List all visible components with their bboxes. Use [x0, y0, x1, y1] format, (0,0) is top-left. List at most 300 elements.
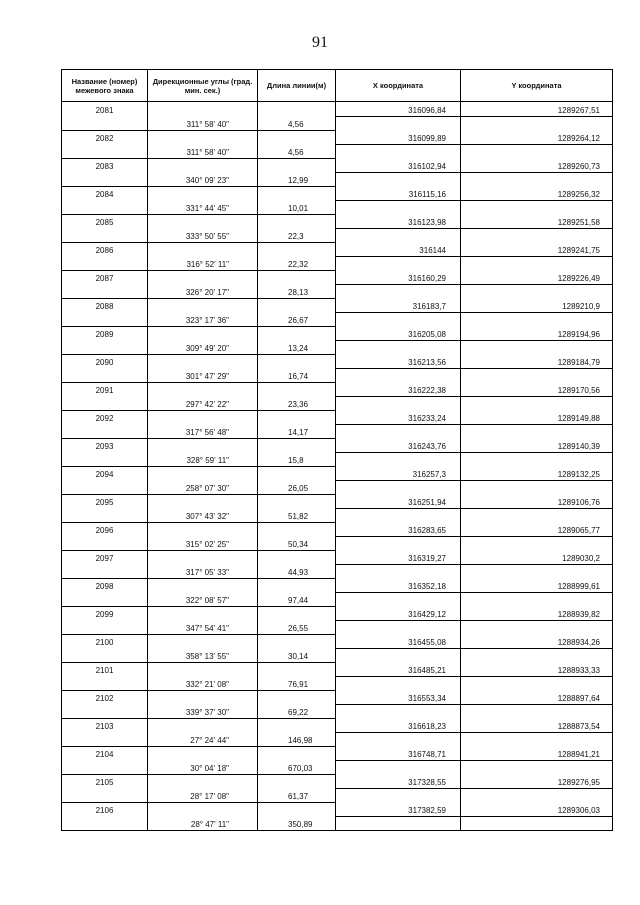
- y-coordinate: 1288897,64: [461, 690, 613, 704]
- point-name: 2100: [62, 634, 148, 648]
- point-name: 2104: [62, 746, 148, 760]
- segment-row: [62, 284, 613, 298]
- segment-row: [62, 480, 613, 494]
- point-row: [62, 102, 613, 117]
- empty-cell: [461, 256, 613, 270]
- x-coordinate: 316213,56: [336, 354, 461, 368]
- empty-cell: [148, 270, 258, 284]
- empty-cell: [62, 508, 148, 522]
- empty-cell: [148, 466, 258, 480]
- y-coordinate: 1289106,76: [461, 494, 613, 508]
- point-row: [62, 606, 613, 620]
- point-name: 2097: [62, 550, 148, 564]
- line-length: 97,44: [258, 592, 336, 606]
- bearing-angle: 322° 08' 57": [148, 592, 258, 606]
- line-length: 28,13: [258, 284, 336, 298]
- point-name: 2091: [62, 382, 148, 396]
- segment-row: [62, 816, 613, 831]
- x-coordinate: 316485,21: [336, 662, 461, 676]
- empty-cell: [258, 466, 336, 480]
- empty-cell: [258, 578, 336, 592]
- empty-cell: [461, 312, 613, 326]
- empty-cell: [258, 690, 336, 704]
- point-row: [62, 662, 613, 676]
- empty-cell: [62, 564, 148, 578]
- empty-cell: [336, 228, 461, 242]
- line-length: 350,89: [258, 816, 336, 831]
- point-row: [62, 718, 613, 732]
- point-row: [62, 186, 613, 200]
- segment-row: [62, 396, 613, 410]
- line-length: 13,24: [258, 340, 336, 354]
- segment-row: [62, 592, 613, 606]
- segment-row: [62, 676, 613, 690]
- segment-row: [62, 200, 613, 214]
- empty-cell: [336, 256, 461, 270]
- empty-cell: [258, 270, 336, 284]
- x-coordinate: 316429,12: [336, 606, 461, 620]
- bearing-angle: 340° 09' 23": [148, 172, 258, 186]
- empty-cell: [62, 312, 148, 326]
- point-name: 2102: [62, 690, 148, 704]
- empty-cell: [461, 620, 613, 634]
- empty-cell: [148, 606, 258, 620]
- line-length: 4,56: [258, 116, 336, 130]
- line-length: 26,05: [258, 480, 336, 494]
- point-name: 2103: [62, 718, 148, 732]
- empty-cell: [148, 522, 258, 536]
- empty-cell: [461, 368, 613, 382]
- empty-cell: [258, 802, 336, 816]
- y-coordinate: 1289267,51: [461, 102, 613, 117]
- empty-cell: [62, 116, 148, 130]
- boundary-points-table: [61, 69, 613, 831]
- empty-cell: [62, 256, 148, 270]
- point-row: [62, 550, 613, 564]
- bearing-angle: 317° 56' 48": [148, 424, 258, 438]
- x-coordinate: 316123,98: [336, 214, 461, 228]
- point-row: [62, 634, 613, 648]
- empty-cell: [148, 410, 258, 424]
- empty-cell: [461, 396, 613, 410]
- header-y-coordinate: Y координата: [461, 70, 613, 102]
- line-length: 44,93: [258, 564, 336, 578]
- bearing-angle: 28° 47' 11": [148, 816, 258, 831]
- line-length: 16,74: [258, 368, 336, 382]
- point-name: 2090: [62, 354, 148, 368]
- empty-cell: [461, 424, 613, 438]
- point-name: 2087: [62, 270, 148, 284]
- empty-cell: [336, 788, 461, 802]
- empty-cell: [148, 158, 258, 172]
- empty-cell: [62, 704, 148, 718]
- point-name: 2089: [62, 326, 148, 340]
- empty-cell: [148, 550, 258, 564]
- empty-cell: [258, 214, 336, 228]
- empty-cell: [258, 438, 336, 452]
- segment-row: [62, 508, 613, 522]
- point-row: [62, 774, 613, 788]
- x-coordinate: 316183,7: [336, 298, 461, 312]
- y-coordinate: 1289264,12: [461, 130, 613, 144]
- empty-cell: [461, 816, 613, 831]
- empty-cell: [336, 760, 461, 774]
- empty-cell: [62, 228, 148, 242]
- point-name: 2082: [62, 130, 148, 144]
- empty-cell: [258, 382, 336, 396]
- empty-cell: [258, 326, 336, 340]
- line-length: 23,36: [258, 396, 336, 410]
- empty-cell: [336, 424, 461, 438]
- x-coordinate: 316099,89: [336, 130, 461, 144]
- line-length: 22,32: [258, 256, 336, 270]
- empty-cell: [336, 172, 461, 186]
- empty-cell: [148, 102, 258, 117]
- segment-row: [62, 732, 613, 746]
- segment-row: [62, 144, 613, 158]
- empty-cell: [461, 340, 613, 354]
- header-x-coordinate: X координата: [336, 70, 461, 102]
- empty-cell: [148, 354, 258, 368]
- y-coordinate: 1288933,33: [461, 662, 613, 676]
- segment-row: [62, 620, 613, 634]
- empty-cell: [62, 816, 148, 831]
- y-coordinate: 1289251,58: [461, 214, 613, 228]
- empty-cell: [336, 340, 461, 354]
- y-coordinate: 1288939,82: [461, 606, 613, 620]
- line-length: 26,67: [258, 312, 336, 326]
- point-row: [62, 354, 613, 368]
- point-name: 2105: [62, 774, 148, 788]
- segment-row: [62, 340, 613, 354]
- point-name: 2098: [62, 578, 148, 592]
- empty-cell: [336, 536, 461, 550]
- empty-cell: [148, 214, 258, 228]
- x-coordinate: 316319,27: [336, 550, 461, 564]
- line-length: 15,8: [258, 452, 336, 466]
- line-length: 61,37: [258, 788, 336, 802]
- bearing-angle: 331° 44' 45": [148, 200, 258, 214]
- x-coordinate: 317328,55: [336, 774, 461, 788]
- empty-cell: [461, 480, 613, 494]
- y-coordinate: 1289241,75: [461, 242, 613, 256]
- empty-cell: [62, 760, 148, 774]
- empty-cell: [148, 326, 258, 340]
- x-coordinate: 316205,08: [336, 326, 461, 340]
- y-coordinate: 1288873,54: [461, 718, 613, 732]
- empty-cell: [148, 802, 258, 816]
- empty-cell: [258, 774, 336, 788]
- empty-cell: [62, 788, 148, 802]
- x-coordinate: 316115,16: [336, 186, 461, 200]
- empty-cell: [461, 704, 613, 718]
- empty-cell: [336, 284, 461, 298]
- segment-row: [62, 564, 613, 578]
- point-name: 2106: [62, 802, 148, 816]
- point-name: 2094: [62, 466, 148, 480]
- point-name: 2088: [62, 298, 148, 312]
- y-coordinate: 1289140,39: [461, 438, 613, 452]
- empty-cell: [336, 116, 461, 130]
- line-length: 22,3: [258, 228, 336, 242]
- line-length: 670,03: [258, 760, 336, 774]
- bearing-angle: 28° 17' 08": [148, 788, 258, 802]
- segment-row: [62, 648, 613, 662]
- empty-cell: [62, 200, 148, 214]
- empty-cell: [258, 662, 336, 676]
- empty-cell: [62, 648, 148, 662]
- empty-cell: [62, 284, 148, 298]
- line-length: 50,34: [258, 536, 336, 550]
- empty-cell: [62, 368, 148, 382]
- empty-cell: [461, 536, 613, 550]
- x-coordinate: 316102,94: [336, 158, 461, 172]
- y-coordinate: 1289210,9: [461, 298, 613, 312]
- empty-cell: [148, 718, 258, 732]
- y-coordinate: 1288934,26: [461, 634, 613, 648]
- point-name: 2096: [62, 522, 148, 536]
- empty-cell: [148, 298, 258, 312]
- point-row: [62, 690, 613, 704]
- empty-cell: [336, 648, 461, 662]
- empty-cell: [258, 494, 336, 508]
- empty-cell: [62, 144, 148, 158]
- bearing-angle: 339° 37' 30": [148, 704, 258, 718]
- bearing-angle: 317° 05' 33": [148, 564, 258, 578]
- empty-cell: [258, 718, 336, 732]
- empty-cell: [62, 732, 148, 746]
- empty-cell: [148, 662, 258, 676]
- empty-cell: [62, 480, 148, 494]
- bearing-angle: 311° 58' 40": [148, 116, 258, 130]
- point-name: 2099: [62, 606, 148, 620]
- line-length: 76,91: [258, 676, 336, 690]
- empty-cell: [148, 186, 258, 200]
- y-coordinate: 1289030,2: [461, 550, 613, 564]
- y-coordinate: 1289132,25: [461, 466, 613, 480]
- empty-cell: [258, 186, 336, 200]
- empty-cell: [461, 116, 613, 130]
- x-coordinate: 317382,59: [336, 802, 461, 816]
- empty-cell: [336, 592, 461, 606]
- line-length: 69,22: [258, 704, 336, 718]
- empty-cell: [148, 382, 258, 396]
- header-point-name: Название (номер) межевого знака: [62, 70, 148, 102]
- empty-cell: [461, 452, 613, 466]
- segment-row: [62, 256, 613, 270]
- empty-cell: [336, 312, 461, 326]
- y-coordinate: 1289276,95: [461, 774, 613, 788]
- y-coordinate: 1289260,73: [461, 158, 613, 172]
- y-coordinate: 1288999,61: [461, 578, 613, 592]
- point-row: [62, 382, 613, 396]
- point-row: [62, 298, 613, 312]
- empty-cell: [461, 144, 613, 158]
- point-row: [62, 326, 613, 340]
- y-coordinate: 1288941,21: [461, 746, 613, 760]
- empty-cell: [336, 480, 461, 494]
- empty-cell: [461, 732, 613, 746]
- x-coordinate: 316144: [336, 242, 461, 256]
- empty-cell: [258, 634, 336, 648]
- point-name: 2083: [62, 158, 148, 172]
- empty-cell: [148, 242, 258, 256]
- y-coordinate: 1289256,32: [461, 186, 613, 200]
- empty-cell: [148, 578, 258, 592]
- bearing-angle: 258° 07' 30": [148, 480, 258, 494]
- empty-cell: [148, 746, 258, 760]
- segment-row: [62, 228, 613, 242]
- x-coordinate: 316618,23: [336, 718, 461, 732]
- bearing-angle: 332° 21' 08": [148, 676, 258, 690]
- segment-row: [62, 536, 613, 550]
- empty-cell: [148, 130, 258, 144]
- x-coordinate: 316283,65: [336, 522, 461, 536]
- line-length: 12,99: [258, 172, 336, 186]
- point-row: [62, 438, 613, 452]
- segment-row: [62, 172, 613, 186]
- point-name: 2092: [62, 410, 148, 424]
- empty-cell: [258, 102, 336, 117]
- bearing-angle: 316° 52' 11": [148, 256, 258, 270]
- bearing-angle: 328° 59' 11": [148, 452, 258, 466]
- empty-cell: [336, 676, 461, 690]
- bearing-angle: 301° 47' 29": [148, 368, 258, 382]
- segment-row: [62, 760, 613, 774]
- point-row: [62, 270, 613, 284]
- empty-cell: [461, 676, 613, 690]
- empty-cell: [336, 452, 461, 466]
- y-coordinate: 1289149,88: [461, 410, 613, 424]
- point-name: 2085: [62, 214, 148, 228]
- empty-cell: [258, 606, 336, 620]
- point-row: [62, 522, 613, 536]
- bearing-angle: 347° 54' 41": [148, 620, 258, 634]
- bearing-angle: 323° 17' 36": [148, 312, 258, 326]
- point-row: [62, 242, 613, 256]
- x-coordinate: 316096,84: [336, 102, 461, 117]
- empty-cell: [258, 410, 336, 424]
- empty-cell: [336, 732, 461, 746]
- point-row: [62, 746, 613, 760]
- point-name: 2086: [62, 242, 148, 256]
- point-name: 2081: [62, 102, 148, 117]
- empty-cell: [461, 760, 613, 774]
- x-coordinate: 316233,24: [336, 410, 461, 424]
- empty-cell: [336, 368, 461, 382]
- empty-cell: [62, 676, 148, 690]
- empty-cell: [461, 284, 613, 298]
- segment-row: [62, 368, 613, 382]
- point-row: [62, 578, 613, 592]
- empty-cell: [148, 438, 258, 452]
- x-coordinate: 316251,94: [336, 494, 461, 508]
- table-body: [62, 102, 613, 831]
- empty-cell: [148, 774, 258, 788]
- bearing-angle: 326° 20' 17": [148, 284, 258, 298]
- bearing-angle: 27° 24' 44": [148, 732, 258, 746]
- empty-cell: [336, 620, 461, 634]
- x-coordinate: 316160,29: [336, 270, 461, 284]
- segment-row: [62, 424, 613, 438]
- empty-cell: [336, 200, 461, 214]
- point-name: 2093: [62, 438, 148, 452]
- empty-cell: [461, 788, 613, 802]
- bearing-angle: 358° 13' 55": [148, 648, 258, 662]
- empty-cell: [258, 354, 336, 368]
- empty-cell: [461, 648, 613, 662]
- empty-cell: [258, 550, 336, 564]
- empty-cell: [148, 634, 258, 648]
- x-coordinate: 316257,3: [336, 466, 461, 480]
- y-coordinate: 1289184,79: [461, 354, 613, 368]
- empty-cell: [258, 130, 336, 144]
- x-coordinate: 316352,18: [336, 578, 461, 592]
- point-row: [62, 130, 613, 144]
- empty-cell: [62, 452, 148, 466]
- x-coordinate: 316243,76: [336, 438, 461, 452]
- point-row: [62, 410, 613, 424]
- empty-cell: [62, 340, 148, 354]
- x-coordinate: 316553,34: [336, 690, 461, 704]
- point-name: 2101: [62, 662, 148, 676]
- empty-cell: [461, 172, 613, 186]
- segment-row: [62, 788, 613, 802]
- point-row: [62, 802, 613, 816]
- empty-cell: [258, 242, 336, 256]
- segment-row: [62, 116, 613, 130]
- line-length: 146,98: [258, 732, 336, 746]
- bearing-angle: 333° 50' 55": [148, 228, 258, 242]
- line-length: 51,82: [258, 508, 336, 522]
- empty-cell: [148, 494, 258, 508]
- x-coordinate: 316748,71: [336, 746, 461, 760]
- empty-cell: [258, 298, 336, 312]
- table-header-row: [62, 70, 613, 102]
- empty-cell: [62, 592, 148, 606]
- empty-cell: [62, 396, 148, 410]
- empty-cell: [461, 564, 613, 578]
- point-name: 2095: [62, 494, 148, 508]
- empty-cell: [336, 704, 461, 718]
- empty-cell: [461, 592, 613, 606]
- point-row: [62, 494, 613, 508]
- header-line-length: Длина линии(м): [258, 70, 336, 102]
- point-row: [62, 214, 613, 228]
- point-name: 2084: [62, 186, 148, 200]
- y-coordinate: 1289306,03: [461, 802, 613, 816]
- line-length: 26,55: [258, 620, 336, 634]
- x-coordinate: 316222,38: [336, 382, 461, 396]
- bearing-angle: 30° 04' 18": [148, 760, 258, 774]
- segment-row: [62, 452, 613, 466]
- line-length: 4,56: [258, 144, 336, 158]
- empty-cell: [336, 396, 461, 410]
- line-length: 30,14: [258, 648, 336, 662]
- empty-cell: [461, 508, 613, 522]
- empty-cell: [62, 536, 148, 550]
- empty-cell: [258, 746, 336, 760]
- bearing-angle: 307° 43' 32": [148, 508, 258, 522]
- y-coordinate: 1289226,49: [461, 270, 613, 284]
- bearing-angle: 297° 42' 22": [148, 396, 258, 410]
- empty-cell: [461, 228, 613, 242]
- empty-cell: [62, 620, 148, 634]
- empty-cell: [336, 144, 461, 158]
- bearing-angle: 309° 49' 20": [148, 340, 258, 354]
- line-length: 14,17: [258, 424, 336, 438]
- empty-cell: [62, 424, 148, 438]
